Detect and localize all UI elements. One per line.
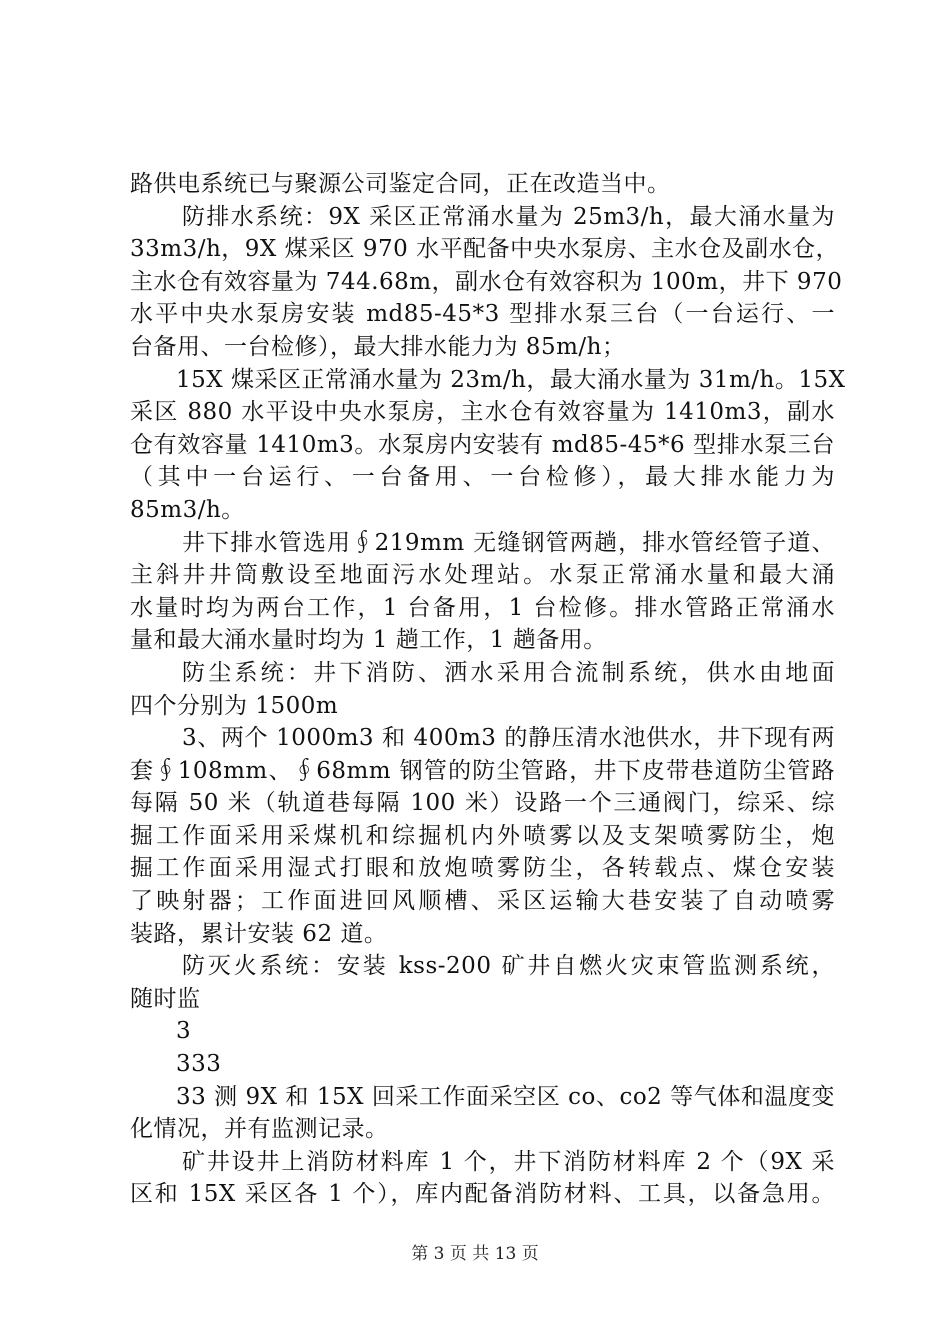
text-line: 了映射器；工作面进回风顺槽、采区运输大巷安装了自动喷雾 [130,888,835,915]
text-line: 水量时均为两台工作，1 台备用，1 台检修。排水管路正常涌水 [130,594,835,621]
text-line: 主斜井井筒敷设至地面污水处理站。水泵正常涌水量和最大涌 [130,562,835,589]
text-line: 矿井设井上消防材料库 1 个，井下消防材料库 2 个（9X 采 [182,1148,835,1175]
text-line: （其中一台运行、一台备用、一台检修），最大排水能力为 [130,464,835,491]
text-line: 掘工作面采用采煤机和综掘机内外喷雾以及支架喷雾防尘，炮 [130,822,835,849]
text-line: 套∮108mm、∮68mm 钢管的防尘管路，井下皮带巷道防尘管路 [130,757,835,784]
text-line: 仓有效容量 1410m3。水泵房内安装有 md85-45*6 型排水泵三台 [130,431,835,458]
text-line: 33m3/h，9X 煤采区 970 水平配备中央水泵房、主水仓及副水仓， [130,236,840,263]
page-footer: 第 3 页 共 13 页 [411,1244,539,1264]
text-line: 防灭火系统：安装 kss-200 矿井自燃火灾束管监测系统， [182,953,835,980]
text-line: 3 [176,1018,192,1045]
text-line: 台备用、一台检修），最大排水能力为 85m/h； [130,333,626,360]
text-line: 区和 15X 采区各 1 个），库内配备消防材料、工具，以备急用。 [130,1181,835,1208]
text-line: 85m3/h。 [130,496,245,523]
text-line: 每隔 50 米（轨道巷每隔 100 米）设路一个三通阀门，综采、综 [130,790,835,817]
text-line: 33 测 9X 和 15X 回采工作面采空区 co、co2 等气体和温度变 [176,1083,835,1110]
text-line: 采区 880 水平设中央水泵房，主水仓有效容量为 1410m3，副水 [130,399,835,426]
text-line: 333 [176,1051,222,1078]
text-line: 装路，累计安装 62 道。 [130,920,388,947]
text-line: 防尘系统：井下消防、洒水采用合流制系统，供水由地面 [182,659,835,686]
text-line: 随时监 [130,985,201,1012]
text-line: 3、两个 1000m3 和 400m3 的静压清水池供水，井下现有两 [182,725,835,752]
text-line: 防排水系统：9X 采区正常涌水量为 25m3/h，最大涌水量为 [182,203,835,230]
text-line: 四个分别为 1500m [130,692,339,719]
text-line: 量和最大涌水量时均为 1 趟工作，1 趟备用。 [130,627,607,654]
text-line: 掘工作面采用湿式打眼和放炮喷雾防尘，各转载点、煤仓安装 [130,855,835,882]
text-line: 15X 煤采区正常涌水量为 23m/h，最大涌水量为 31m/h。15X [176,366,846,393]
text-line: 主水仓有效容量为 744.68m，副水仓有效容积为 100m，井下 970 [130,268,843,295]
text-line: 化情况，并有监测记录。 [130,1116,389,1143]
text-line: 水平中央水泵房安装 md85-45*3 型排水泵三台（一台运行、一 [130,301,835,328]
text-line: 路供电系统已与聚源公司鉴定合同，正在改造当中。 [130,171,671,197]
document-body [130,168,846,1211]
text-line: 井下排水管选用∮219mm 无缝钢管两趟，排水管经管子道、 [182,529,835,556]
